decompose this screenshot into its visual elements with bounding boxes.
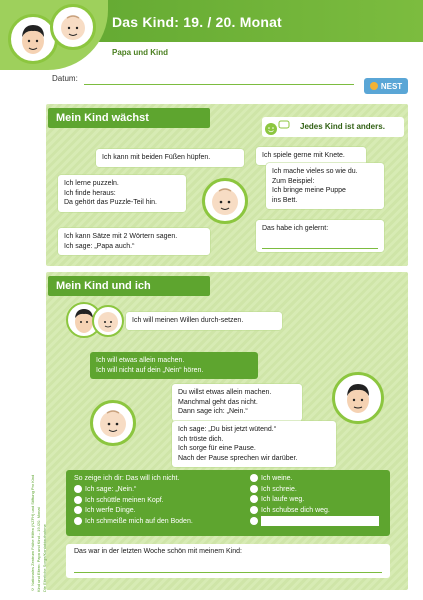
option-kopf-label: Ich schüttle meinen Kopf.: [85, 496, 164, 504]
option-boden[interactable]: [74, 517, 244, 528]
options-right: [250, 474, 384, 526]
option-laufe[interactable]: [250, 495, 384, 506]
bubble-dad-comfort: [172, 421, 336, 467]
comfort-line-4: Nach der Pause sprechen wir darüber.: [178, 454, 298, 462]
page-subtitle: Papa und Kind: [112, 48, 168, 57]
side-credits: [30, 440, 47, 592]
learned-label: Das habe ich gelernt:: [262, 225, 329, 232]
imitate-line-1: Ich mache vieles so wie du.: [272, 168, 358, 175]
side-credit-2: Kind und Eltern: Papa und Kind – 19./20. Monat: [36, 507, 41, 592]
bubble-imitate: [266, 163, 384, 209]
option-werfe[interactable]: [74, 506, 244, 517]
dad-face-icon-2: [332, 372, 384, 424]
option-werfe-label: Ich werfe Dinge.: [85, 507, 136, 514]
options-title: So zeige ich dir: Das will ich nicht.: [74, 475, 180, 482]
bubble-feet: Ich kann mit beiden Füßen hüpfen.: [96, 149, 244, 167]
comfort-line-1: Ich sage: „Du bist jetzt wütend.“: [178, 426, 277, 433]
page-title: Das Kind: 19. / 20. Monat: [112, 14, 282, 30]
puzzle-line-3: Da gehört das Puzzle-Teil hin.: [64, 199, 157, 206]
option-custom-field[interactable]: [261, 516, 379, 526]
words-line-2: Ich sage: „Papa auch.“: [64, 242, 135, 250]
date-field[interactable]: [84, 84, 354, 85]
dad-no-line-2: Manchmal geht das nicht.: [178, 398, 258, 406]
imitate-line-4: ins Bett.: [272, 196, 298, 204]
child-face-icon-2: [90, 400, 136, 446]
puzzle-line-1: Ich lerne puzzeln.: [64, 180, 119, 187]
child-face-icon: [202, 178, 248, 224]
side-credit-1: © Nationales Zentrum Frühe Hilfen (NZFH) und Stiftung Pro Kind: [30, 474, 35, 592]
imitate-line-2: Zum Beispiel:: [272, 177, 315, 185]
check-circle-icon[interactable]: [250, 474, 258, 482]
learned-answer-field[interactable]: [262, 248, 378, 249]
dad-no-line-3: Dann sage ich: „Nein.“: [178, 408, 248, 415]
section-me-and-child-title: Mein Kind und ich: [48, 276, 210, 296]
check-circle-icon[interactable]: [74, 517, 82, 525]
puzzle-line-2: Ich finde heraus:: [64, 189, 116, 197]
options-left: [74, 485, 244, 527]
option-weine-label: Ich weine.: [261, 475, 293, 482]
side-credit-3: Die Elterliche Sorge/Kontaktaufnahme: [42, 524, 47, 592]
option-schreie[interactable]: [250, 485, 384, 496]
bubble-learned: [256, 220, 384, 252]
option-weine[interactable]: [250, 474, 384, 485]
dad-no-line-1: Du willst etwas allein machen.: [178, 389, 272, 396]
check-circle-icon[interactable]: [74, 506, 82, 514]
nest-logo-text: NEST: [380, 81, 403, 91]
alone-line-1: Ich will etwas allein machen.: [96, 357, 185, 364]
option-nein[interactable]: [74, 485, 244, 496]
nest-logo: [364, 78, 408, 94]
check-circle-icon[interactable]: [250, 485, 258, 493]
alone-line-2: Ich will nicht auf dein „Nein“ hören.: [96, 366, 204, 374]
comfort-line-2: Ich tröste dich.: [178, 435, 224, 443]
bubble-puzzle: [58, 175, 186, 212]
check-circle-icon[interactable]: [74, 496, 82, 504]
bubble-words: [58, 228, 210, 255]
words-line-1: Ich kann Sätze mit 2 Wörtern sagen.: [64, 233, 178, 240]
option-schubse[interactable]: [250, 506, 384, 517]
bubble-will: Ich will meinen Willen durch-setzen.: [126, 312, 282, 330]
bubble-knete: Ich spiele gerne mit Knete.: [256, 147, 366, 165]
check-circle-icon[interactable]: [74, 485, 82, 493]
bubble-dad-no: [172, 384, 302, 421]
option-nein-label: Ich sage: „Nein.“: [85, 486, 137, 493]
last-week-answer-field[interactable]: [74, 572, 382, 573]
baby-face-icon: [50, 4, 96, 50]
bubble-alone: [90, 352, 258, 379]
option-kopf[interactable]: [74, 496, 244, 507]
smile-icon: [264, 120, 290, 141]
section-grows-title: Mein Kind wächst: [48, 108, 210, 128]
date-label: Datum:: [52, 74, 78, 83]
dad-child-faces-icon: [64, 300, 128, 340]
option-schubse-label: Ich schubse dich weg.: [261, 506, 330, 514]
option-laufe-label: Ich laufe weg.: [261, 496, 305, 503]
nest-dot-icon: [370, 82, 378, 90]
option-schreie-label: Ich schreie.: [261, 485, 297, 493]
check-circle-icon[interactable]: [250, 517, 258, 525]
option-boden-label: Ich schmeiße mich auf den Boden.: [85, 517, 193, 525]
last-week-label: Das war in der letzten Woche schön mit meinem Kind:: [74, 548, 242, 555]
option-custom[interactable]: [250, 516, 384, 526]
tag-text: Jedes Kind ist anders.: [300, 122, 385, 131]
check-circle-icon[interactable]: [250, 495, 258, 503]
check-circle-icon[interactable]: [250, 506, 258, 514]
imitate-line-3: Ich bringe meine Puppe: [272, 187, 346, 194]
comfort-line-3: Ich sorge für eine Pause.: [178, 445, 256, 452]
